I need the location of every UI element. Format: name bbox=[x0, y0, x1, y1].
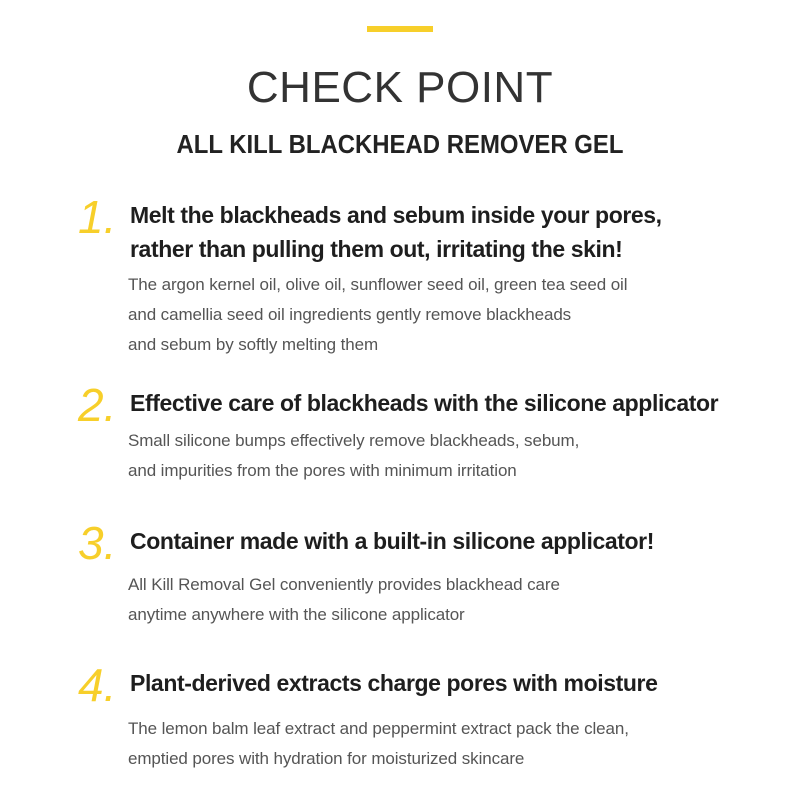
point-description-line: anytime anywhere with the silicone applicator bbox=[128, 605, 465, 624]
point-heading-line: Container made with a built-in silicone applicator! bbox=[130, 528, 654, 554]
point-description-line: emptied pores with hydration for moisturized skincare bbox=[128, 749, 525, 768]
accent-bar bbox=[367, 26, 433, 32]
point-description-line: and camellia seed oil ingredients gently remove blackheads bbox=[128, 305, 572, 324]
point-number: 2. bbox=[78, 379, 117, 431]
point-description-line: and impurities from the pores with minimum irritation bbox=[128, 461, 517, 480]
point-description-line: All Kill Removal Gel conveniently provides blackhead care bbox=[128, 575, 560, 594]
point-heading bbox=[130, 666, 780, 700]
page-title: CHECK POINT bbox=[246, 63, 554, 112]
point-description-line: and sebum by softly melting them bbox=[128, 335, 379, 354]
point-number: 4. bbox=[78, 659, 117, 711]
point-number: 1. bbox=[78, 191, 117, 243]
point-number: 3. bbox=[78, 517, 117, 569]
point-heading bbox=[130, 198, 780, 266]
point-description bbox=[128, 426, 778, 486]
point-heading-line: Plant-derived extracts charge pores with moisture bbox=[130, 670, 658, 696]
point-description bbox=[128, 714, 778, 774]
point-description bbox=[128, 270, 778, 360]
point-description-line: Small silicone bumps effectively remove blackheads, sebum, bbox=[128, 431, 580, 450]
point-description-line: The argon kernel oil, olive oil, sunflower seed oil, green tea seed oil bbox=[128, 275, 628, 294]
page-subtitle: ALL KILL BLACKHEAD REMOVER GEL bbox=[176, 129, 624, 159]
point-description bbox=[128, 570, 778, 630]
point-heading bbox=[130, 524, 780, 558]
point-description-line: The lemon balm leaf extract and peppermint extract pack the clean, bbox=[128, 719, 629, 738]
point-heading bbox=[130, 386, 780, 420]
point-heading-line: Melt the blackheads and sebum inside your pores, bbox=[130, 202, 662, 228]
point-heading-line: rather than pulling them out, irritating the skin! bbox=[130, 236, 623, 262]
point-heading-line: Effective care of blackheads with the silicone applicator bbox=[130, 390, 719, 416]
